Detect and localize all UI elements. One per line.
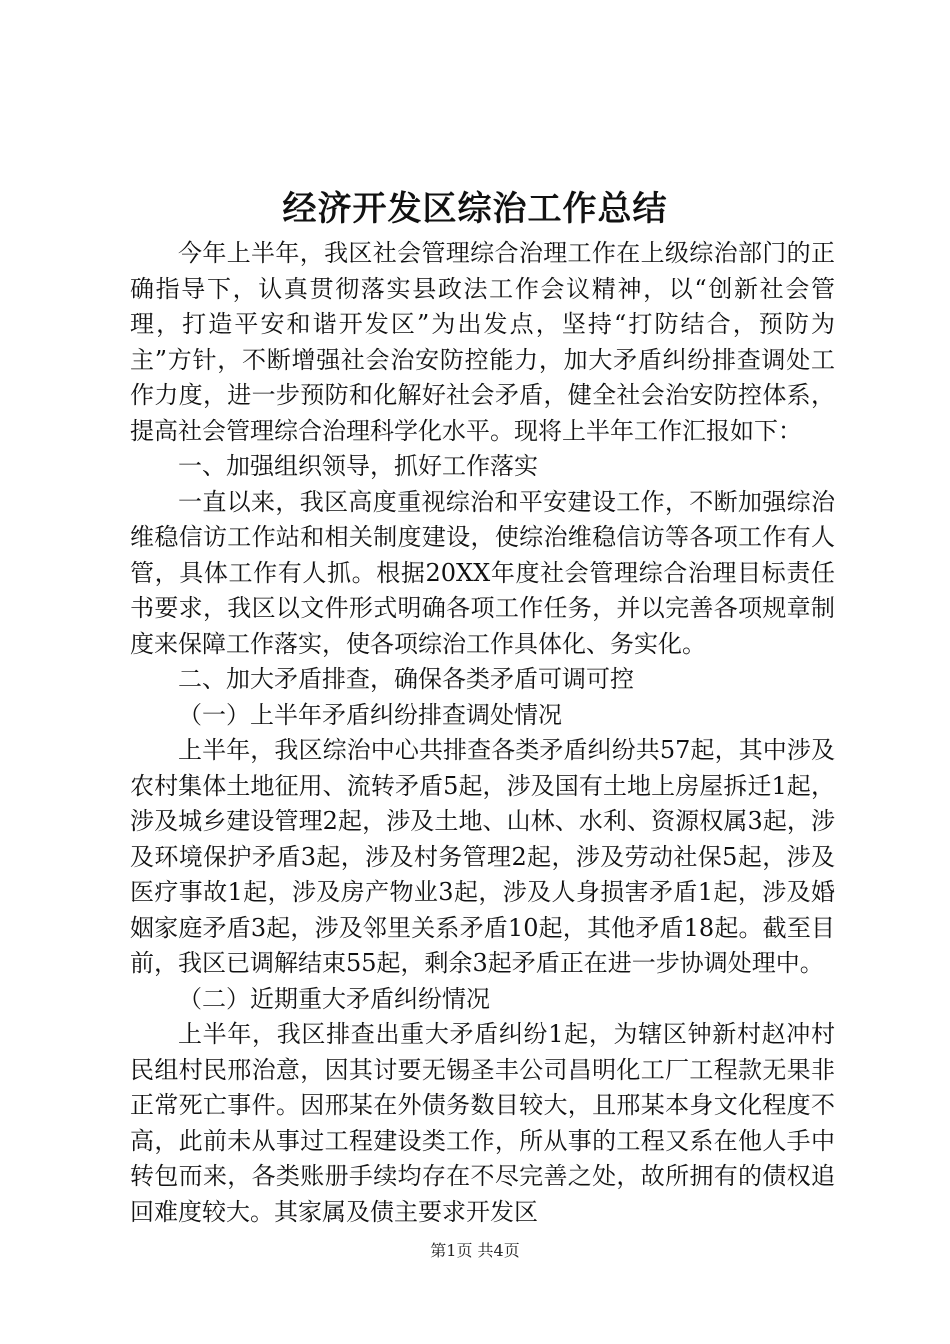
subsection-paragraph-2: 上半年，我区排查出重大矛盾纠纷1起，为辖区钟新村赵冲村民组村民邢治意，因其讨要无锡圣丰公司昌明化工厂工程款无果非正常死亡事件。因邢某在外债务数目较大，且邢某本身文化程度不高，此前未从事过工程建设类工作，所从事的工程又系在他人手中转包而来，各类账册手续均存在不尽完善之处，故所拥有的债权追回难度较大。其家属及债主要求开发区 <box>130 1020 835 1226</box>
section-paragraph-1: 一直以来，我区高度重视综治和平安建设工作，不断加强综治维稳信访工作站和相关制度建设，使综治维稳信访等各项工作有人管，具体工作有人抓。根据20XX年度社会管理综合治理目标责任书要求，我区以文件形式明确各项工作任务，并以完善各项规章制度来保障工作落实，使各项综治工作具体化、务实化。 <box>130 487 835 658</box>
section-heading-2: 二、加大矛盾排查，确保各类矛盾可调可控 <box>178 665 634 693</box>
document-title: 经济开发区综治工作总结 <box>282 189 668 229</box>
subsection-paragraph-1: 上半年，我区综治中心共排查各类矛盾纠纷共57起，其中涉及农村集体土地征用、流转矛盾5起，涉及国有土地上房屋拆迁1起，涉及城乡建设管理2起，涉及土地、山林、水利、资源权属3起，涉及环境保护矛盾3起，涉及村务管理2起，涉及劳动社保5起，涉及医疗事故1起，涉及房产物业3起，涉及人身损害矛盾1起，涉及婚姻家庭矛盾3起，涉及邻里关系矛盾10起，其他矛盾18起。截至目前，我区已调解结束55起，剩余3起矛盾正在进一步协调处理中。 <box>130 736 835 977</box>
page-number-footer: 第1页 共4页 <box>430 1241 520 1260</box>
subsection-heading-1: （一）上半年矛盾纠纷排查调处情况 <box>178 700 562 729</box>
section-heading-1: 一、加强组织领导，抓好工作落实 <box>178 452 538 480</box>
document-body <box>130 236 835 1230</box>
intro-paragraph: 今年上半年，我区社会管理综合治理工作在上级综治部门的正确指导下，认真贯彻落实县政法工作会议精神，以“创新社会管理，打造平安和谐开发区”为出发点，坚持“打防结合，预防为主”方针，不断增强社会治安防控能力，加大矛盾纠纷排查调处工作力度，进一步预防和化解好社会矛盾，健全社会治安防控体系，提高社会管理综合治理科学化水平。现将上半年工作汇报如下： <box>130 239 835 445</box>
subsection-heading-2: （二）近期重大矛盾纠纷情况 <box>178 984 490 1013</box>
